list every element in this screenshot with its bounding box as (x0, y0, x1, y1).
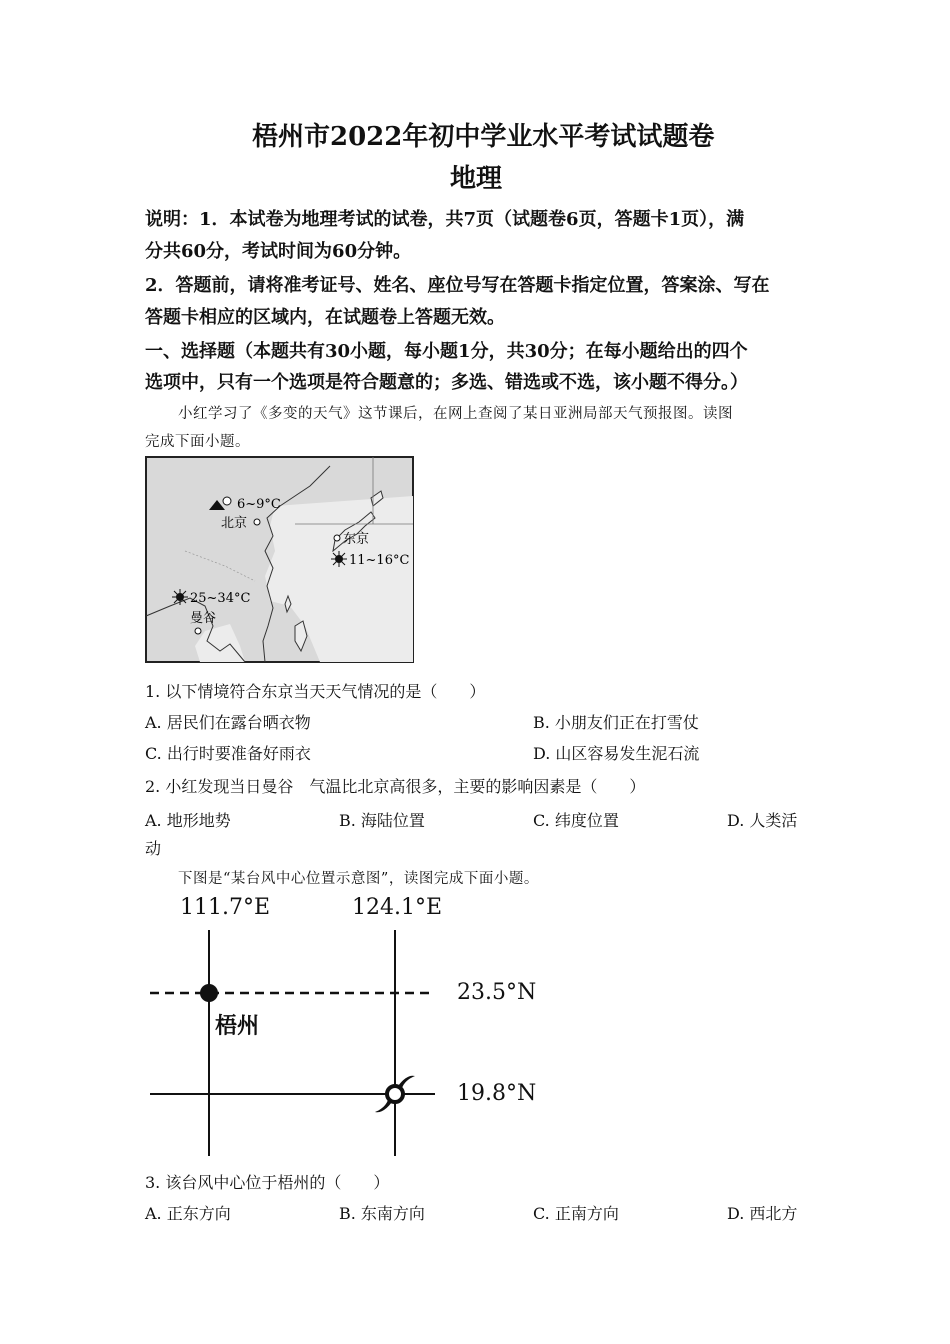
instructions-line-4: 答题卡相应的区域内，在试题卷上答题无效。 (145, 307, 505, 328)
intro-2: 下图是“某台风中心位置示意图”，读图完成下面小题。 (178, 871, 539, 887)
instructions-line-1: 说明：1．本试卷为地理考试的试卷，共7页（试题卷6页，答题卡1页），满 (145, 209, 745, 230)
question-1-option-d: D. 山区容易发生泥石流 (533, 744, 700, 763)
question-1-option-a: A. 居民们在露台晒衣物 (145, 713, 311, 732)
question-2-option-c: C. 纬度位置 (533, 811, 619, 830)
instructions-line-2: 分共60分，考试时间为60分钟。 (145, 241, 412, 262)
question-2-option-b: B. 海陆位置 (339, 811, 425, 830)
question-2-option-a: A. 地形地势 (145, 811, 231, 830)
question-1-option-b: B. 小朋友们正在打雪仗 (533, 713, 699, 732)
question-3-option-c: C. 正南方向 (533, 1204, 619, 1223)
question-2-stem: 2. 小红发现当日曼谷 气温比北京高很多，主要的影响因素是（ ） (145, 777, 646, 796)
tokyo-label: 东京 (343, 532, 370, 547)
section-header-line-1: 一、选择题（本题共有30小题，每小题1分，共30分；在每小题给出的四个 (145, 341, 748, 362)
intro-1-line-2: 完成下面小题。 (145, 434, 250, 450)
longitude-label-2: 124.1°E (352, 895, 443, 920)
bangkok-label: 曼谷 (190, 611, 217, 626)
weather-map (145, 456, 415, 664)
tokyo-city-marker (334, 535, 340, 541)
question-2-option-d: D. 人类活 (727, 811, 798, 830)
wuzhou-marker (200, 984, 218, 1002)
longitude-label-1: 111.7°E (180, 895, 271, 920)
question-1-option-c: C. 出行时要准备好雨衣 (145, 744, 311, 763)
beijing-city-marker (254, 519, 260, 525)
intro-1-line-1: 小红学习了《多变的天气》这节课后，在网上查阅了某日亚洲局部天气预报图。读图 (178, 406, 733, 422)
beijing-temp-label: 6~9°C (237, 497, 281, 512)
sun-icon (223, 497, 231, 505)
question-3-option-b: B. 东南方向 (339, 1204, 425, 1223)
question-3-stem: 3. 该台风中心位于梧州的（ ） (145, 1173, 390, 1192)
tokyo-temp-label: 11~16°C (349, 553, 410, 568)
wuzhou-label: 梧州 (215, 1013, 260, 1039)
bangkok-city-marker (195, 628, 201, 634)
exam-title: 梧州市2022年初中学业水平考试试题卷 (252, 122, 715, 152)
question-3-option-d: D. 西北方 (727, 1204, 798, 1223)
beijing-label: 北京 (221, 516, 248, 531)
bangkok-temp-label: 25~34°C (190, 591, 251, 606)
question-1-stem: 1. 以下情境符合东京当天天气情况的是（ ） (145, 682, 486, 701)
question-3-option-a: A. 正东方向 (145, 1204, 231, 1223)
subject-title: 地理 (450, 164, 503, 194)
instructions-line-3: 2．答题前，请将准考证号、姓名、座位号写在答题卡指定位置，答案涂、写在 (145, 275, 770, 296)
latitude-label-1: 23.5°N (457, 980, 537, 1005)
latitude-label-2: 19.8°N (457, 1081, 537, 1106)
typhoon-diagram (145, 890, 545, 1160)
question-2-option-d-continued: 动 (145, 839, 162, 858)
section-header-line-2: 选项中，只有一个选项是符合题意的；多选、错选或不选，该小题不得分。） (145, 372, 748, 393)
